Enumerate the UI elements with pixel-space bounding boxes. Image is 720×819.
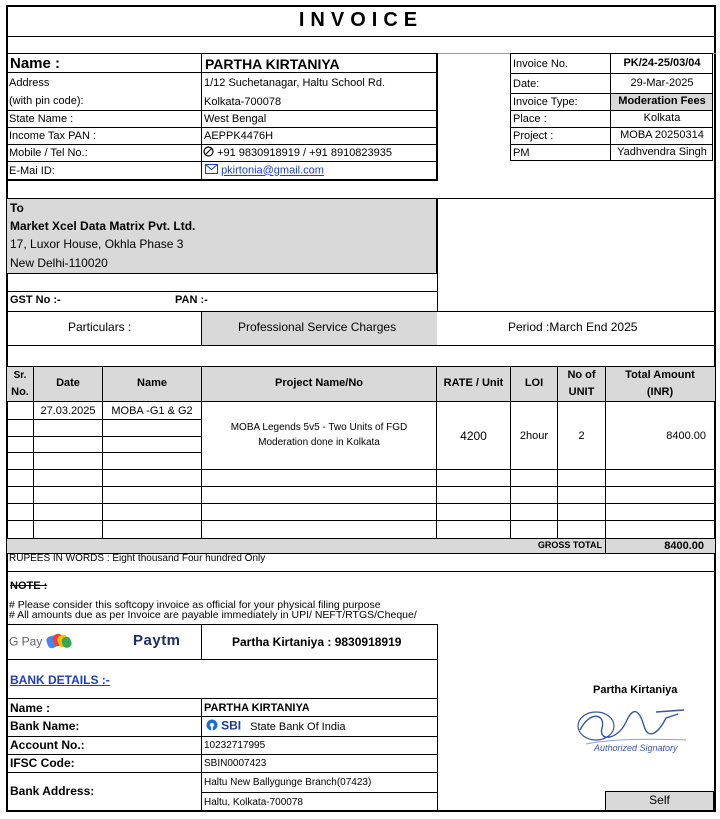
address-label: Address [9, 77, 50, 89]
gpay-label: G Pay [9, 634, 43, 649]
buyer-pan-label: PAN :- [175, 294, 208, 306]
bank-address-line-1: Haltu New Ballygunge Branch(07423) [204, 777, 372, 788]
header-units-1: No of [567, 369, 596, 381]
particulars-value: Professional Service Charges [238, 320, 397, 334]
seller-phone [203, 146, 392, 161]
invoice-info-label: PM [513, 147, 530, 159]
bank-label: Bank Name: [10, 719, 80, 733]
gross-total-label: GROSS TOTAL [537, 540, 602, 550]
account-holder: PARTHA KIRTANIYA [204, 702, 310, 714]
address-label-pin: (with pin code): [9, 95, 84, 107]
invoice-info-value: MOBA 20250314 [620, 129, 704, 141]
sbi-logo: SBI [221, 718, 242, 733]
account-number: 10232717995 [204, 740, 266, 751]
invoice-info-label: Invoice Type: [513, 96, 578, 108]
invoice-info-value: Moderation Fees [618, 95, 706, 107]
invoice-info-value: 29-Mar-2025 [630, 76, 694, 89]
invoice-info-value: PK/24-25/03/04 [623, 56, 701, 69]
invoice-info-label: Project : [513, 130, 554, 142]
buyer-address-line-1: 17, Luxor House, Okhla Phase 3 [10, 237, 184, 251]
bank-details-heading: BANK DETAILS :- [10, 673, 110, 687]
note-line-1: # Please consider this softcopy invoice as official for your physical filing purpose [9, 599, 381, 611]
bank-address-line-2: Haltu, Kolkata-700078 [204, 797, 303, 808]
invoice-info-value: Yadhvendra Singh [617, 146, 707, 158]
row-total: 8400.00 [666, 430, 706, 442]
amount-in-words: RUPEES IN WORDS : Eight thousand Four hundred Only [9, 553, 266, 564]
pan-label: Income Tax PAN : [9, 130, 97, 142]
upi-contact: Partha Kirtaniya : 9830918919 [232, 635, 402, 649]
email-label: E-Mai ID: [9, 165, 55, 177]
state-label: State Name : [9, 113, 74, 125]
row-project-line-1: MOBA Legends 5v5 - Two Units of FGD [230, 422, 408, 433]
row-loi: 2hour [519, 430, 549, 442]
row-rate: 4200 [460, 429, 487, 443]
buyer-address-line-2: New Delhi-110020 [10, 256, 108, 270]
header-name: Name [137, 377, 167, 389]
ifsc-code: SBIN0007423 [204, 758, 267, 769]
phone-icon [203, 146, 214, 161]
to-label: To [10, 201, 24, 215]
row-name: MOBA -G1 & G2 [111, 405, 193, 417]
invoice-info-value: Kolkata [643, 112, 681, 124]
sbi-icon [206, 719, 218, 735]
invoice-info-label: Date: [513, 77, 540, 90]
gross-total-value: 8400.00 [664, 540, 704, 552]
header-sr: Sr. [13, 370, 27, 381]
row-units: 2 [578, 430, 585, 442]
header-project: Project Name/No [274, 377, 364, 389]
billing-period: Period :March End 2025 [508, 320, 638, 334]
gpay-logo [9, 632, 73, 654]
header-rate: RATE / Unit [443, 377, 504, 389]
seller-state: West Bengal [204, 113, 267, 125]
bank-address-label: Bank Address: [10, 784, 95, 798]
seller-name-label: Name : [10, 55, 61, 72]
invoice-title: INVOICE [298, 9, 424, 31]
seller-name: PARTHA KIRTANIYA [205, 56, 340, 72]
header-sr-no: No. [11, 386, 29, 398]
seller-phone-text: +91 9830918919 / +91 8910823935 [217, 147, 393, 160]
paytm-logo: Paytm [133, 632, 181, 649]
bank-name-label: Name : [10, 701, 51, 715]
particulars-label: Particulars : [68, 320, 132, 334]
bank-name [206, 719, 346, 735]
signature-stamp [566, 700, 696, 758]
ifsc-label: IFSC Code: [10, 756, 75, 770]
header-units-2: UNIT [568, 386, 595, 398]
seller-address-line-1: 1/12 Suchetanagar, Haltu School Rd. [204, 77, 386, 89]
mail-icon [205, 164, 218, 178]
account-label: Account No.: [10, 738, 85, 752]
note-label: NOTE : [10, 580, 48, 592]
self-label: Self [649, 793, 670, 807]
row-date: 27.03.2025 [40, 405, 96, 417]
gpay-icon [45, 632, 73, 654]
bank-name-text: State Bank Of India [250, 720, 346, 733]
authorized-signatory: Authorized Signatory [594, 743, 678, 753]
header-date: Date [56, 377, 80, 389]
header-loi: LOI [524, 377, 544, 389]
seller-pan: AEPPK4476H [204, 130, 274, 142]
phone-label: Mobile / Tel No.: [9, 147, 88, 159]
buyer-company: Market Xcel Data Matrix Pvt. Ltd. [10, 219, 196, 233]
invoice-info-label: Place : [513, 113, 547, 125]
signatory-name: Partha Kirtaniya [593, 684, 678, 696]
invoice-info-label: Invoice No. [513, 57, 569, 70]
header-total-2: (INR) [646, 386, 674, 398]
seller-address-line-2: Kolkata-700078 [204, 96, 282, 108]
row-project-line-2: Moderation done in Kolkata [258, 437, 380, 448]
header-total-1: Total Amount [625, 369, 695, 381]
note-line-2: # All amounts due as per Invoice are payable immediately in UPI/ NEFT/RTGS/Cheque/ [9, 609, 417, 621]
seller-email[interactable] [205, 164, 324, 178]
gst-label: GST No :- [10, 294, 61, 306]
email-link[interactable]: pkirtonia@gmail.com [221, 164, 324, 177]
